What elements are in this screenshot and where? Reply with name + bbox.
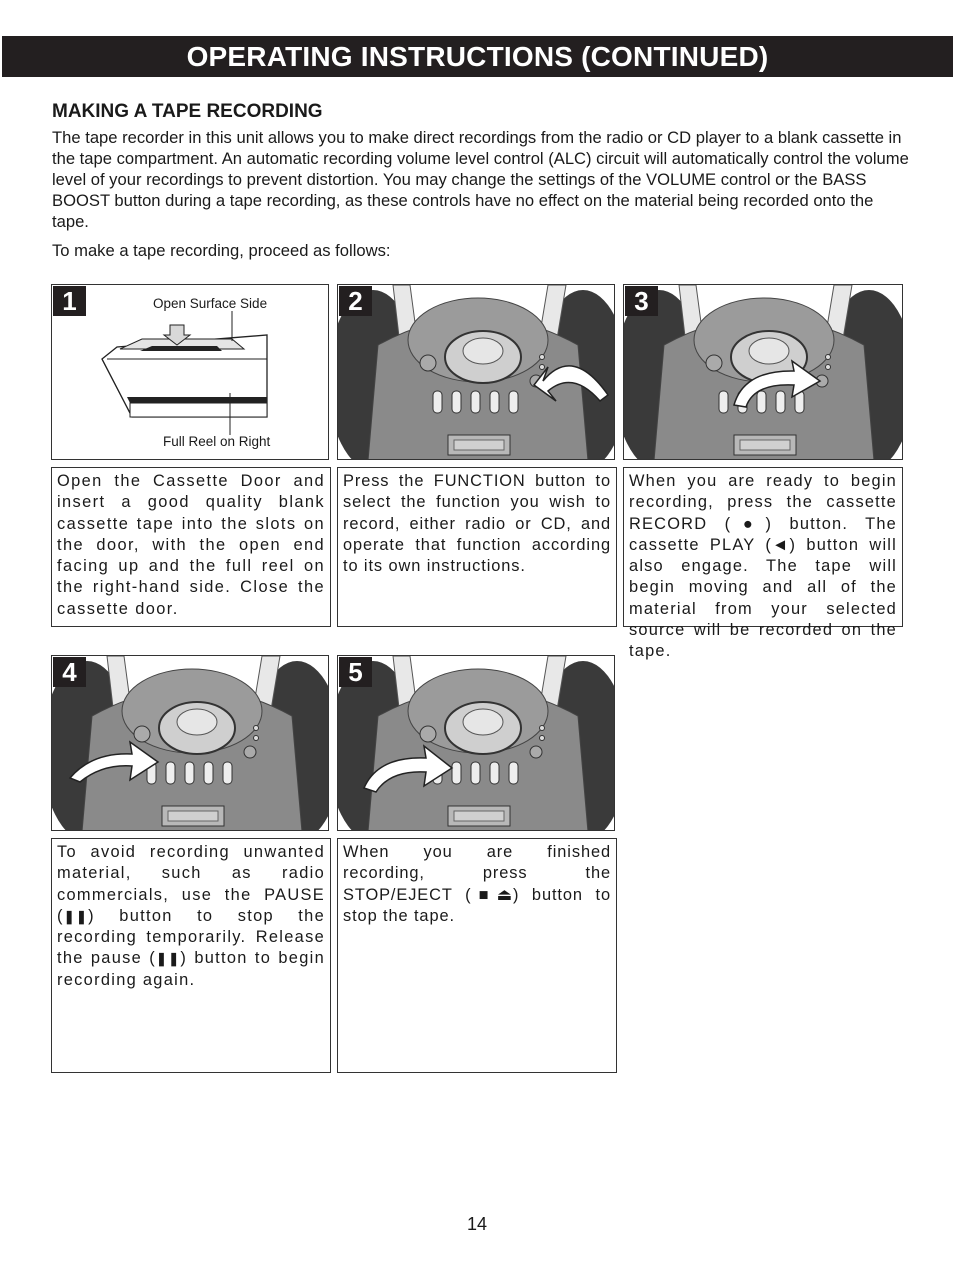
step-5-text <box>337 838 617 1073</box>
page-number: 14 <box>466 1214 488 1234</box>
step-1-number: 1 <box>53 286 86 316</box>
step-3-number: 3 <box>625 286 658 316</box>
section-title: MAKING A TAPE RECORDING <box>52 101 323 122</box>
step-3-illustration <box>623 284 903 460</box>
step-3-text <box>623 467 903 661</box>
step-4-text-b: ) button to stop the recording temporarily. Release the pause ( <box>57 906 325 968</box>
step-4-description <box>57 843 325 989</box>
step-5-number: 5 <box>339 657 372 687</box>
stop-eject-icon: ■⏏ <box>471 885 513 904</box>
step-5-text-b: ) button to stop the tape. <box>343 885 611 925</box>
step-4-text-a: To avoid recording unwanted material, such as radio commercials, use the PAUSE ( <box>57 843 325 925</box>
page-header: OPERATING INSTRUCTIONS (CONTINUED) <box>2 36 953 77</box>
step-5-text-a: When you are finished recording, press the STOP/EJECT ( <box>343 843 611 904</box>
intro-paragraph: The tape recorder in this unit allows you to make direct recordings from the radio or CD player to a blank cassette in the tape compartment. An automatic recording volume level control (ALC) circuit will automatically control the volume level of your recordings to prevent distortion. You may change the settings of the VOLUME control or the BASS BOOST button during a tape recording, as these controls have no effect on the material being recorded onto the tape. <box>52 128 909 231</box>
step-2-illustration <box>337 284 615 460</box>
pause-icon: ❚❚ <box>156 951 181 967</box>
boombox-pause-icon <box>52 656 329 831</box>
step-1-text <box>51 467 331 627</box>
boombox-record-icon <box>624 285 903 460</box>
proceed-text: To make a tape recording, proceed as follows: <box>52 241 391 260</box>
pause-icon: ❚❚ <box>63 908 89 924</box>
step-2-text <box>337 467 617 627</box>
step-3-text-a: When you are ready to begin recording, press the cassette RECORD ( <box>629 472 897 533</box>
label-full-reel-right: Full Reel on Right <box>163 434 271 449</box>
step-4-illustration <box>51 655 329 831</box>
step-2-number: 2 <box>339 286 372 316</box>
step-1-description: Open the Cassette Door and insert a good quality blank cassette tape into the slots on the door, with the open end facing up and the full reel on the right-hand side. Close the cassette door. <box>57 472 325 618</box>
step-3-text-c: ) button will also engage. The tape will begin moving and all of the material from your selected source will be recorded on the tape. <box>629 535 897 661</box>
label-open-surface-side: Open Surface Side <box>153 296 268 311</box>
boombox-function-icon <box>338 285 615 460</box>
step-4-text <box>51 838 331 1073</box>
step-5-illustration <box>337 655 615 831</box>
step-5-description <box>343 843 611 925</box>
record-icon: ● <box>731 514 766 533</box>
step-3-description <box>629 472 897 660</box>
step-2-description: Press the FUNCTION button to select the function you wish to record, either radio or CD, and operate that function according to its own instructions. <box>343 472 611 576</box>
boombox-stop-icon <box>338 656 615 831</box>
step-3-text-b: ) button. The cassette PLAY ( <box>629 514 897 554</box>
play-icon: ◄ <box>772 535 790 554</box>
step-1-illustration <box>51 284 329 460</box>
step-4-number: 4 <box>53 657 86 687</box>
step-4-text-c: ) button to begin recording again. <box>57 949 325 989</box>
